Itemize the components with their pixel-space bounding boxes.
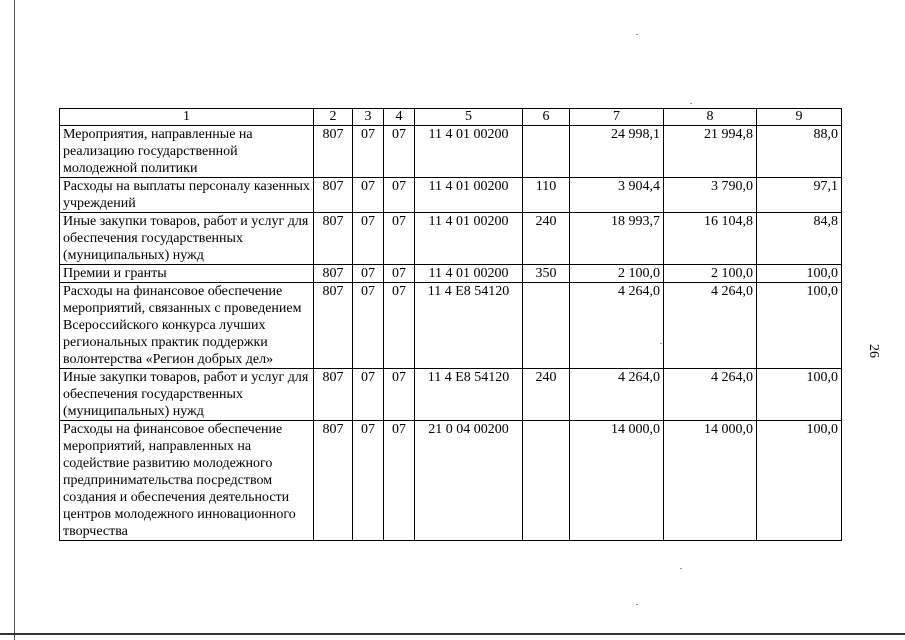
planned-amount: 18 993,7 <box>570 213 664 265</box>
scan-speck <box>660 343 662 344</box>
executed-amount: 3 790,0 <box>664 178 757 213</box>
table-row <box>60 178 842 213</box>
executed-amount: 14 000,0 <box>664 421 757 541</box>
expense-type-code <box>523 421 570 541</box>
ministry-code: 807 <box>314 421 353 541</box>
execution-percent: 100,0 <box>757 283 842 369</box>
header-cell: 8 <box>664 109 757 126</box>
subsection-code: 07 <box>384 369 415 421</box>
subsection-code: 07 <box>384 283 415 369</box>
planned-amount: 4 264,0 <box>570 369 664 421</box>
execution-percent: 100,0 <box>757 421 842 541</box>
executed-amount: 4 264,0 <box>664 283 757 369</box>
section-code: 07 <box>353 283 384 369</box>
section-code: 07 <box>353 421 384 541</box>
table-row <box>60 421 842 541</box>
expense-type-code: 240 <box>523 213 570 265</box>
execution-percent: 97,1 <box>757 178 842 213</box>
table-row <box>60 283 842 369</box>
page-number: 26 <box>866 344 881 358</box>
table-row <box>60 369 842 421</box>
ministry-code: 807 <box>314 213 353 265</box>
header-cell: 9 <box>757 109 842 126</box>
scan-speck <box>690 103 692 104</box>
target-article-code: 11 4 E8 54120 <box>415 283 523 369</box>
expense-name: Мероприятия, направленные на реализацию государственной молодежной политики <box>60 126 314 178</box>
header-cell: 4 <box>384 109 415 126</box>
header-cell: 1 <box>60 109 314 126</box>
budget-table <box>59 108 842 541</box>
subsection-code: 07 <box>384 421 415 541</box>
table-row <box>60 265 842 283</box>
header-cell: 2 <box>314 109 353 126</box>
expense-type-code: 240 <box>523 369 570 421</box>
scan-speck <box>636 34 638 35</box>
section-code: 07 <box>353 369 384 421</box>
scan-edge-bottom <box>0 633 905 635</box>
table-row <box>60 213 842 265</box>
header-cell: 7 <box>570 109 664 126</box>
execution-percent: 88,0 <box>757 126 842 178</box>
ministry-code: 807 <box>314 369 353 421</box>
expense-type-code <box>523 126 570 178</box>
expense-name: Расходы на финансовое обеспечение мероприятий, направленных на содействие развитию молодежного предпринимательства посредством создания и обеспечения деятельности центров молодежного инновационного творчества <box>60 421 314 541</box>
subsection-code: 07 <box>384 126 415 178</box>
ministry-code: 807 <box>314 178 353 213</box>
ministry-code: 807 <box>314 265 353 283</box>
planned-amount: 14 000,0 <box>570 421 664 541</box>
executed-amount: 16 104,8 <box>664 213 757 265</box>
target-article-code: 11 4 E8 54120 <box>415 369 523 421</box>
executed-amount: 4 264,0 <box>664 369 757 421</box>
expense-name: Расходы на финансовое обеспечение мероприятий, связанных с проведением Всероссийского конкурса лучших региональных практик поддержки волонтерства «Регион добрых дел» <box>60 283 314 369</box>
execution-percent: 100,0 <box>757 369 842 421</box>
execution-percent: 84,8 <box>757 213 842 265</box>
expense-name: Иные закупки товаров, работ и услуг для обеспечения государственных (муниципальных) нужд <box>60 213 314 265</box>
header-row <box>60 109 842 126</box>
scan-edge-left <box>14 0 15 640</box>
expense-name: Премии и гранты <box>60 265 314 283</box>
target-article-code: 11 4 01 00200 <box>415 126 523 178</box>
target-article-code: 11 4 01 00200 <box>415 265 523 283</box>
table-row <box>60 126 842 178</box>
planned-amount: 24 998,1 <box>570 126 664 178</box>
expense-name: Иные закупки товаров, работ и услуг для обеспечения государственных (муниципальных) нужд <box>60 369 314 421</box>
executed-amount: 2 100,0 <box>664 265 757 283</box>
expense-name: Расходы на выплаты персоналу казенных учреждений <box>60 178 314 213</box>
header-cell: 3 <box>353 109 384 126</box>
header-cell: 5 <box>415 109 523 126</box>
header-cell: 6 <box>523 109 570 126</box>
executed-amount: 21 994,8 <box>664 126 757 178</box>
planned-amount: 2 100,0 <box>570 265 664 283</box>
expense-type-code <box>523 283 570 369</box>
section-code: 07 <box>353 126 384 178</box>
section-code: 07 <box>353 178 384 213</box>
target-article-code: 11 4 01 00200 <box>415 178 523 213</box>
expense-type-code: 110 <box>523 178 570 213</box>
execution-percent: 100,0 <box>757 265 842 283</box>
subsection-code: 07 <box>384 265 415 283</box>
section-code: 07 <box>353 213 384 265</box>
scan-speck <box>680 568 682 569</box>
ministry-code: 807 <box>314 283 353 369</box>
subsection-code: 07 <box>384 213 415 265</box>
target-article-code: 11 4 01 00200 <box>415 213 523 265</box>
planned-amount: 4 264,0 <box>570 283 664 369</box>
planned-amount: 3 904,4 <box>570 178 664 213</box>
section-code: 07 <box>353 265 384 283</box>
ministry-code: 807 <box>314 126 353 178</box>
subsection-code: 07 <box>384 178 415 213</box>
scan-speck <box>636 604 638 605</box>
expense-type-code: 350 <box>523 265 570 283</box>
target-article-code: 21 0 04 00200 <box>415 421 523 541</box>
